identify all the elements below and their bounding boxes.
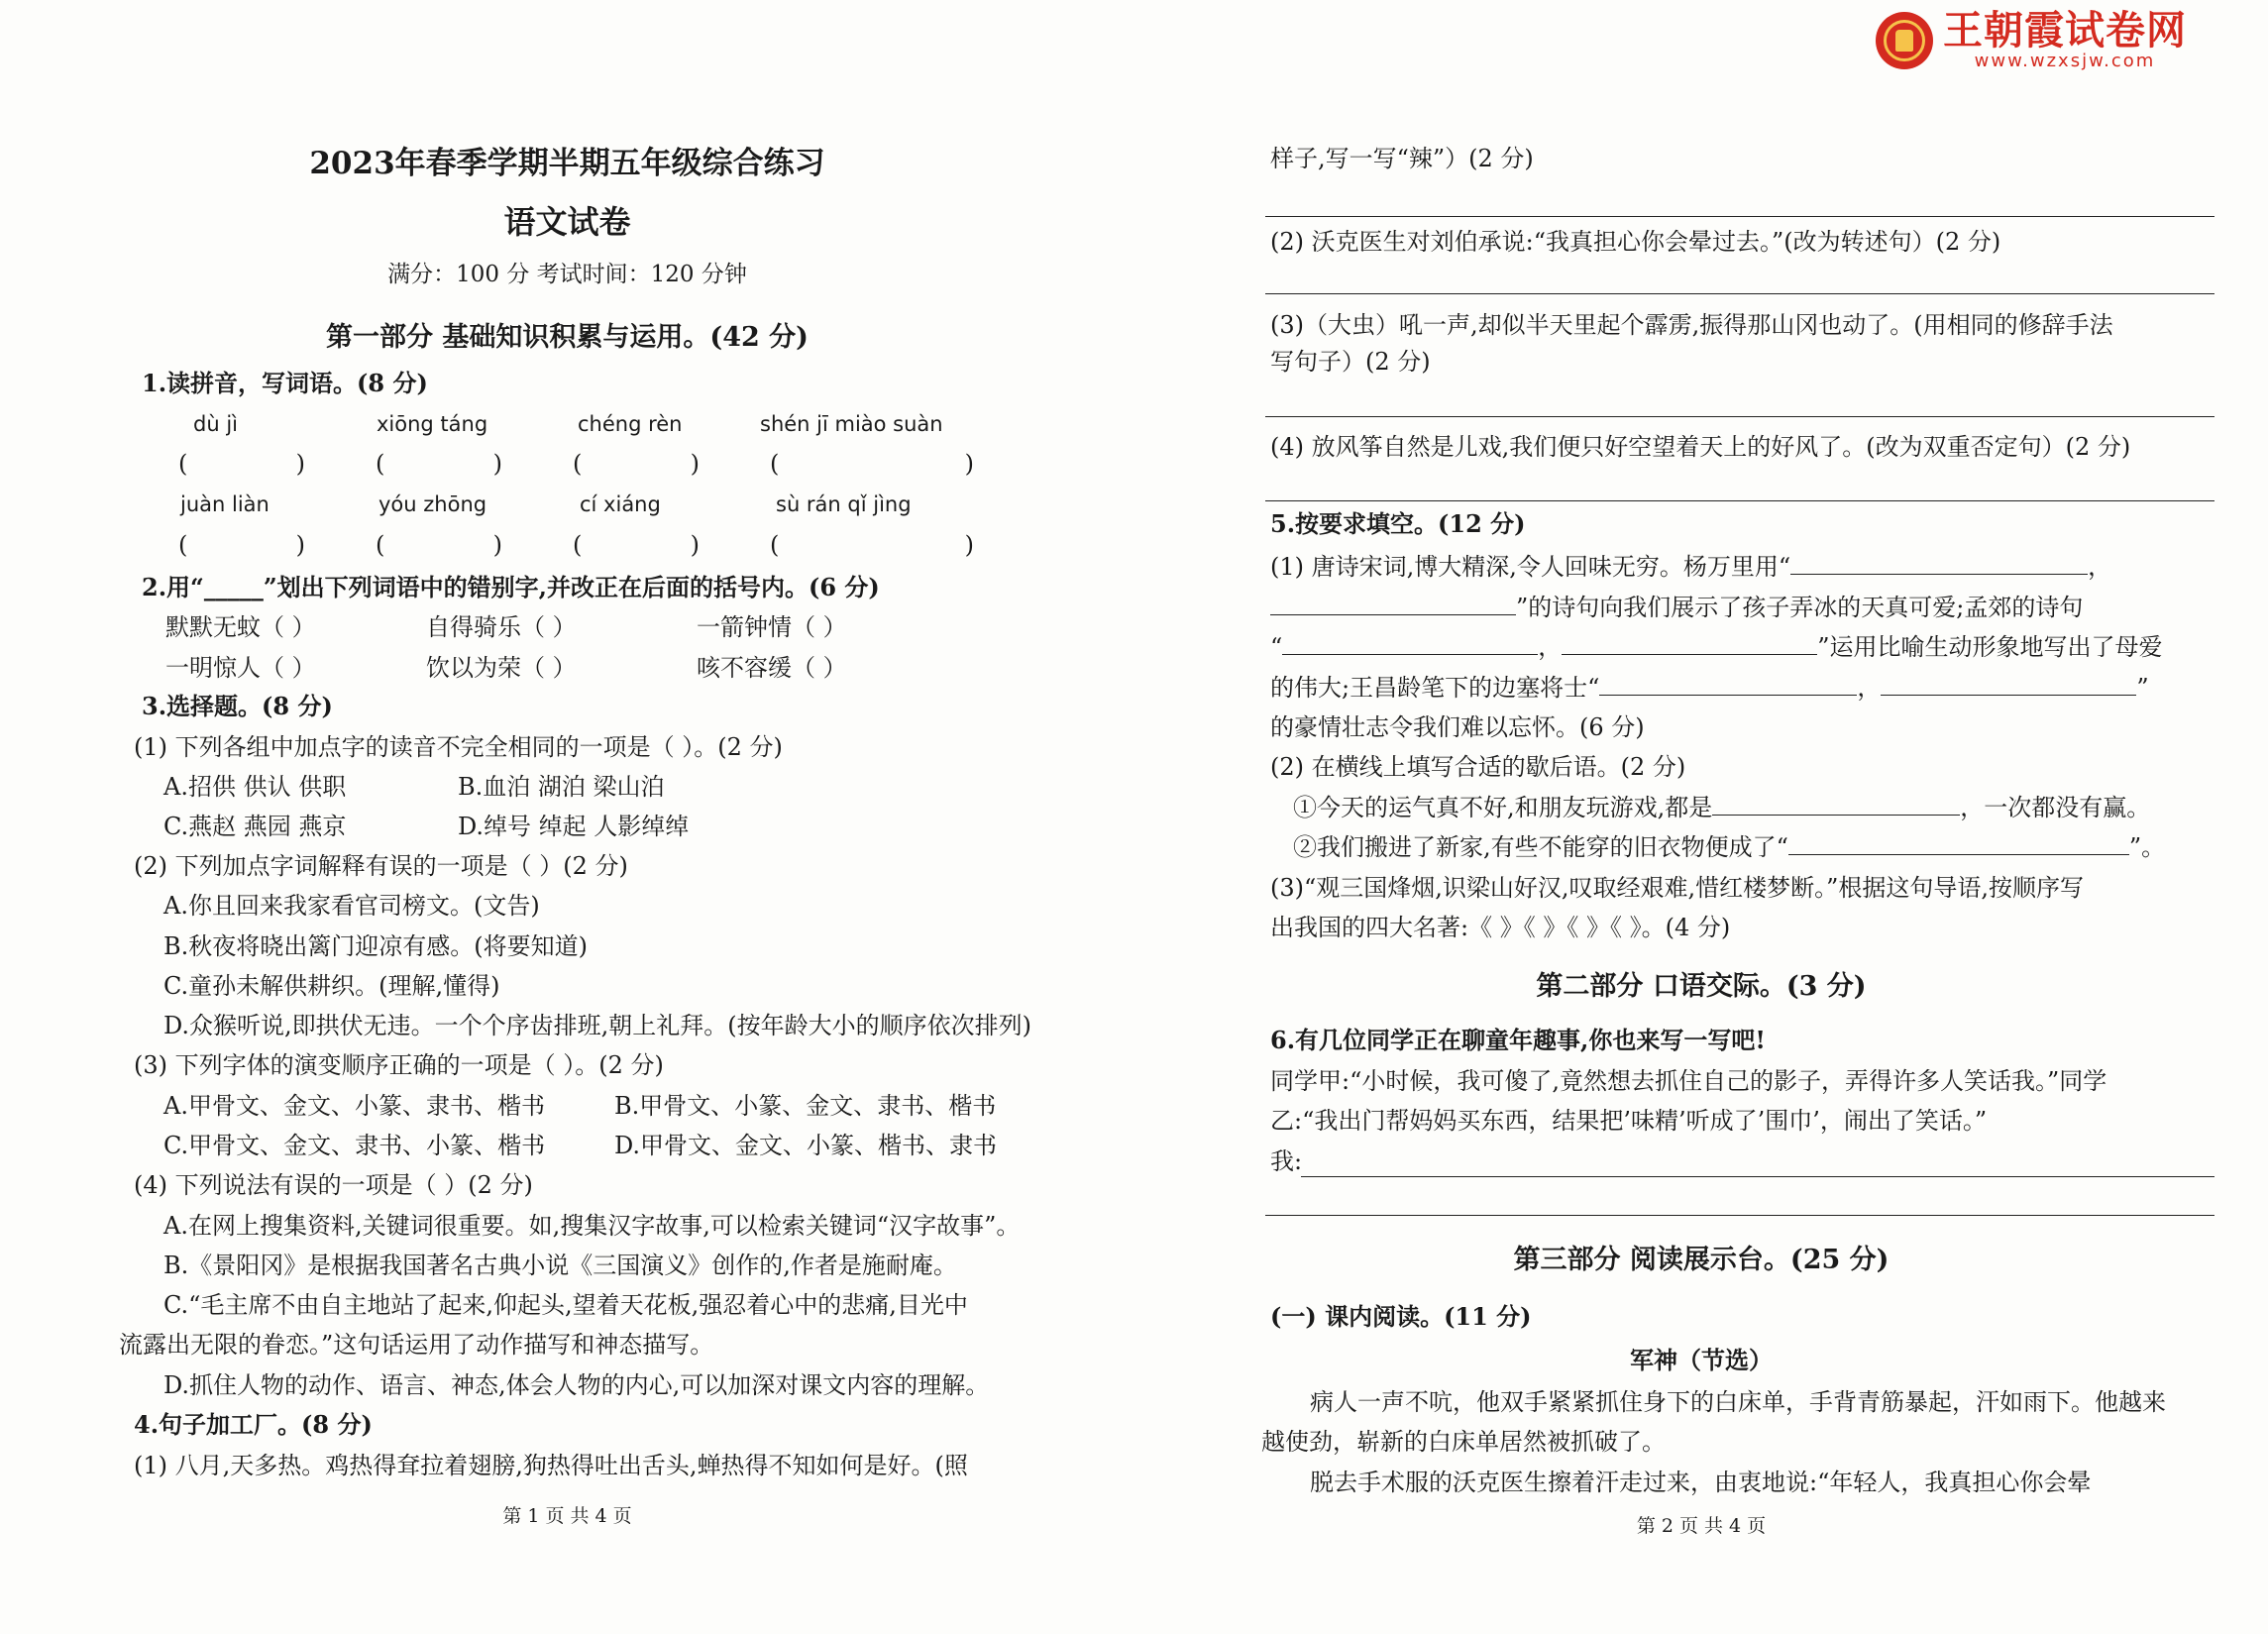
pinyin: juàn liàn <box>180 492 270 516</box>
option[interactable]: B.甲骨文、小篆、金文、隶书、楷书 <box>614 1092 997 1120</box>
q4-sub-continued: 写句子）(2 分) <box>1270 348 1431 376</box>
q5-heading: 5.按要求填空。(12 分) <box>1270 509 1526 538</box>
pinyin: cí xiáng <box>580 492 661 516</box>
q6-answer-label: 我: <box>1270 1147 1303 1175</box>
answer-bracket[interactable]: ( ) <box>178 450 305 478</box>
logo-url: www.wzxsjw.com <box>1974 51 2156 71</box>
q2-heading: 2.用“_____”划出下列词语中的错别字,并改正在后面的括号内。(6 分) <box>142 573 880 601</box>
pinyin: xiōng táng <box>377 412 488 436</box>
option[interactable]: A.甲骨文、金文、小篆、隶书、楷书 <box>163 1092 545 1120</box>
fill-blank[interactable] <box>1712 793 1960 816</box>
option[interactable]: D.众猴听说,即拱伏无违。一个个序齿排班,朝上礼拜。(按年龄大小的顺序依次排列) <box>163 1012 1031 1039</box>
answer-line[interactable] <box>1265 293 2214 294</box>
site-logo <box>1876 6 2187 75</box>
fill-blank[interactable] <box>1270 593 1516 615</box>
q5-line: ①今天的运气真不好,和朋友玩游戏,都是 ，一次都没有赢。 <box>1293 794 2151 821</box>
answer-line[interactable] <box>1265 1215 2214 1216</box>
answer-bracket[interactable]: ( ) <box>573 531 700 559</box>
q4-sub: (3)（大虫）吼一声,却似半天里起个霹雳,振得那山冈也动了。(用相同的修辞手法 <box>1270 311 2113 339</box>
option[interactable]: C.甲骨文、金文、隶书、小篆、楷书 <box>163 1132 546 1159</box>
q2-item[interactable]: 一明惊人（ ） <box>165 654 316 682</box>
pinyin: sù rán qǐ jìng <box>776 492 912 516</box>
q4-sub: (2) 沃克医生对刘伯承说:“我真担心你会晕过去。”(改为转述句）(2 分) <box>1270 228 2001 256</box>
pinyin: yóu zhōng <box>378 492 487 516</box>
q5-line: ②我们搬进了新家,有些不能穿的旧衣物便成了“ ”。 <box>1293 833 2166 861</box>
exam-subtitle: 语文试卷 <box>503 203 631 241</box>
q2-item[interactable]: 一箭钟情（ ） <box>697 613 847 641</box>
q3-sub: (3) 下列字体的演变顺序正确的一项是（ ）。(2 分) <box>134 1051 664 1079</box>
q4-continued: 样子,写一写“辣”）(2 分) <box>1270 145 1534 172</box>
option[interactable]: C.“毛主席不由自主地站了起来,仰起头,望着天花板,强忍着心中的悲痛,目光中 <box>163 1291 968 1319</box>
answer-line[interactable] <box>1265 500 2214 501</box>
option[interactable]: B.秋夜将晓出篱门迎凉有感。(将要知道) <box>163 932 588 960</box>
option[interactable]: D.抓住人物的动作、语言、神态,体会人物的内心,可以加深对课文内容的理解。 <box>163 1371 990 1399</box>
q5-line: “ ， ”运用比喻生动形象地写出了母爱 <box>1270 633 2163 661</box>
page-2 <box>1134 0 2268 1634</box>
q4-sub: (4) 放风筝自然是儿戏,我们便只好空望着天上的好风了。(改为双重否定句）(2 分) <box>1270 433 2131 461</box>
q4-heading: 4.句子加工厂。(8 分) <box>134 1410 373 1439</box>
answer-line[interactable] <box>1265 416 2214 417</box>
fill-blank[interactable] <box>1790 552 2088 575</box>
reading-heading: (一) 课内阅读。(11 分) <box>1270 1302 1532 1331</box>
reading-paragraph: 脱去手术服的沃克医生擦着汗走过来，由衷地说:“年轻人，我真担心你会晕 <box>1310 1469 2092 1496</box>
answer-bracket[interactable]: ( ) <box>178 531 305 559</box>
exam-meta: 满分：100 分 考试时间：120 分钟 <box>387 262 747 287</box>
pinyin: chéng rèn <box>578 412 683 436</box>
q3-heading: 3.选择题。(8 分) <box>142 692 333 720</box>
option[interactable]: B.《景阳冈》是根据我国著名古典小说《三国演义》创作的,作者是施耐庵。 <box>163 1252 957 1279</box>
fill-blank[interactable] <box>1562 632 1817 655</box>
fill-blank[interactable] <box>1599 673 1857 696</box>
option[interactable]: A.你且回来我家看官司榜文。(文告) <box>163 892 540 920</box>
reading-paragraph: 越使劲，崭新的白床单居然被抓破了。 <box>1261 1428 1666 1456</box>
q3-sub: (2) 下列加点字词解释有误的一项是（ ）(2 分) <box>134 852 628 880</box>
option[interactable]: C.燕赵 燕园 燕京 <box>163 813 347 840</box>
part2-heading: 第二部分 口语交际。(3 分) <box>1536 971 1867 1002</box>
q5-line: 的豪情壮志令我们难以忘怀。(6 分) <box>1270 713 1645 741</box>
fill-blank[interactable] <box>1788 832 2129 855</box>
q6-line: 乙:“我出门帮妈妈买东西，结果把’味精’听成了’围巾’，闹出了笑话。” <box>1270 1107 1988 1135</box>
q2-item[interactable]: 自得骑乐（ ） <box>426 613 577 641</box>
q2-item[interactable]: 默默无蚊（ ） <box>165 613 316 641</box>
q5-line: (2) 在横线上填写合适的歇后语。(2 分) <box>1270 753 1686 781</box>
logo-seal-icon <box>1876 12 1933 69</box>
pinyin: dù jì <box>193 412 238 436</box>
option-continued: 流露出无限的眷恋。”这句话运用了动作描写和神态描写。 <box>119 1331 714 1359</box>
logo-name: 王朝霞试卷网 <box>1943 8 2187 54</box>
q5-line: ”的诗句向我们展示了孩子弄冰的天真可爱;孟郊的诗句 <box>1270 593 2083 622</box>
q5-line: (3)“观三国烽烟,识梁山好汉,叹取经艰难,惜红楼梦断。”根据这句导语,按顺序写 <box>1270 874 2085 902</box>
answer-bracket[interactable]: ( ) <box>376 531 502 559</box>
answer-bracket[interactable]: ( ) <box>376 450 502 478</box>
option[interactable]: A.在网上搜集资料,关键词很重要。如,搜集汉字故事,可以检索关键词“汉字故事”。 <box>163 1212 1021 1240</box>
exam-title: 2023年春季学期半期五年级综合练习 <box>309 146 825 181</box>
answer-bracket[interactable]: ( ) <box>770 531 974 559</box>
answer-bracket[interactable]: ( ) <box>573 450 700 478</box>
q6-line: 同学甲:“小时候，我可傻了,竟然想去抓住自己的影子，弄得许多人笑话我。”同学 <box>1270 1067 2107 1095</box>
q3-sub: (1) 下列各组中加点字的读音不完全相同的一项是（ ）。(2 分) <box>134 733 783 761</box>
reading-title: 军神（节选） <box>1630 1346 1773 1374</box>
option[interactable]: B.血泊 湖泊 梁山泊 <box>458 773 665 801</box>
q4-sub: (1) 八月,天多热。鸡热得耷拉着翅膀,狗热得吐出舌头,蝉热得不知如何是好。(照 <box>134 1452 968 1479</box>
answer-line[interactable] <box>1301 1176 2214 1177</box>
fill-blank[interactable] <box>1282 632 1538 655</box>
option[interactable]: D.绰号 绰起 人影绰绰 <box>458 813 690 840</box>
part3-heading: 第三部分 阅读展示台。(25 分) <box>1513 1245 1890 1275</box>
q3-sub: (4) 下列说法有误的一项是（ ）(2 分) <box>134 1171 533 1199</box>
q6-heading: 6.有几位同学正在聊童年趣事,你也来写一写吧! <box>1270 1026 1766 1054</box>
q2-item[interactable]: 饮以为荣（ ） <box>426 654 577 682</box>
answer-line[interactable] <box>1265 216 2214 217</box>
page-footer: 第 1 页 共 4 页 <box>502 1505 632 1527</box>
option[interactable]: C.童孙未解供耕织。(理解,懂得) <box>163 972 500 1000</box>
fill-blank[interactable] <box>1881 673 2136 696</box>
part1-heading: 第一部分 基础知识积累与运用。(42 分) <box>326 322 809 353</box>
option[interactable]: A.招供 供认 供职 <box>163 773 347 801</box>
answer-bracket[interactable]: ( ) <box>770 450 974 478</box>
pinyin: shén jī miào suàn <box>760 412 943 436</box>
q5-line: 的伟大;王昌龄笔下的边塞将士“ ， ” <box>1270 674 2149 702</box>
q2-item[interactable]: 咳不容缓（ ） <box>697 654 847 682</box>
q1-heading: 1.读拼音，写词语。(8 分) <box>142 369 428 397</box>
page-footer: 第 2 页 共 4 页 <box>1636 1515 1767 1537</box>
q5-line: (1) 唐诗宋词,博大精深,令人回味无穷。杨万里用“ ， <box>1270 553 2112 581</box>
q5-line[interactable]: 出我国的四大名著:《 》《 》《 》《 》。(4 分) <box>1270 914 1731 941</box>
option[interactable]: D.甲骨文、金文、小篆、楷书、隶书 <box>614 1132 998 1159</box>
reading-paragraph: 病人一声不吭，他双手紧紧抓住身下的白床单，手背青筋暴起，汗如雨下。他越来 <box>1310 1388 2166 1416</box>
